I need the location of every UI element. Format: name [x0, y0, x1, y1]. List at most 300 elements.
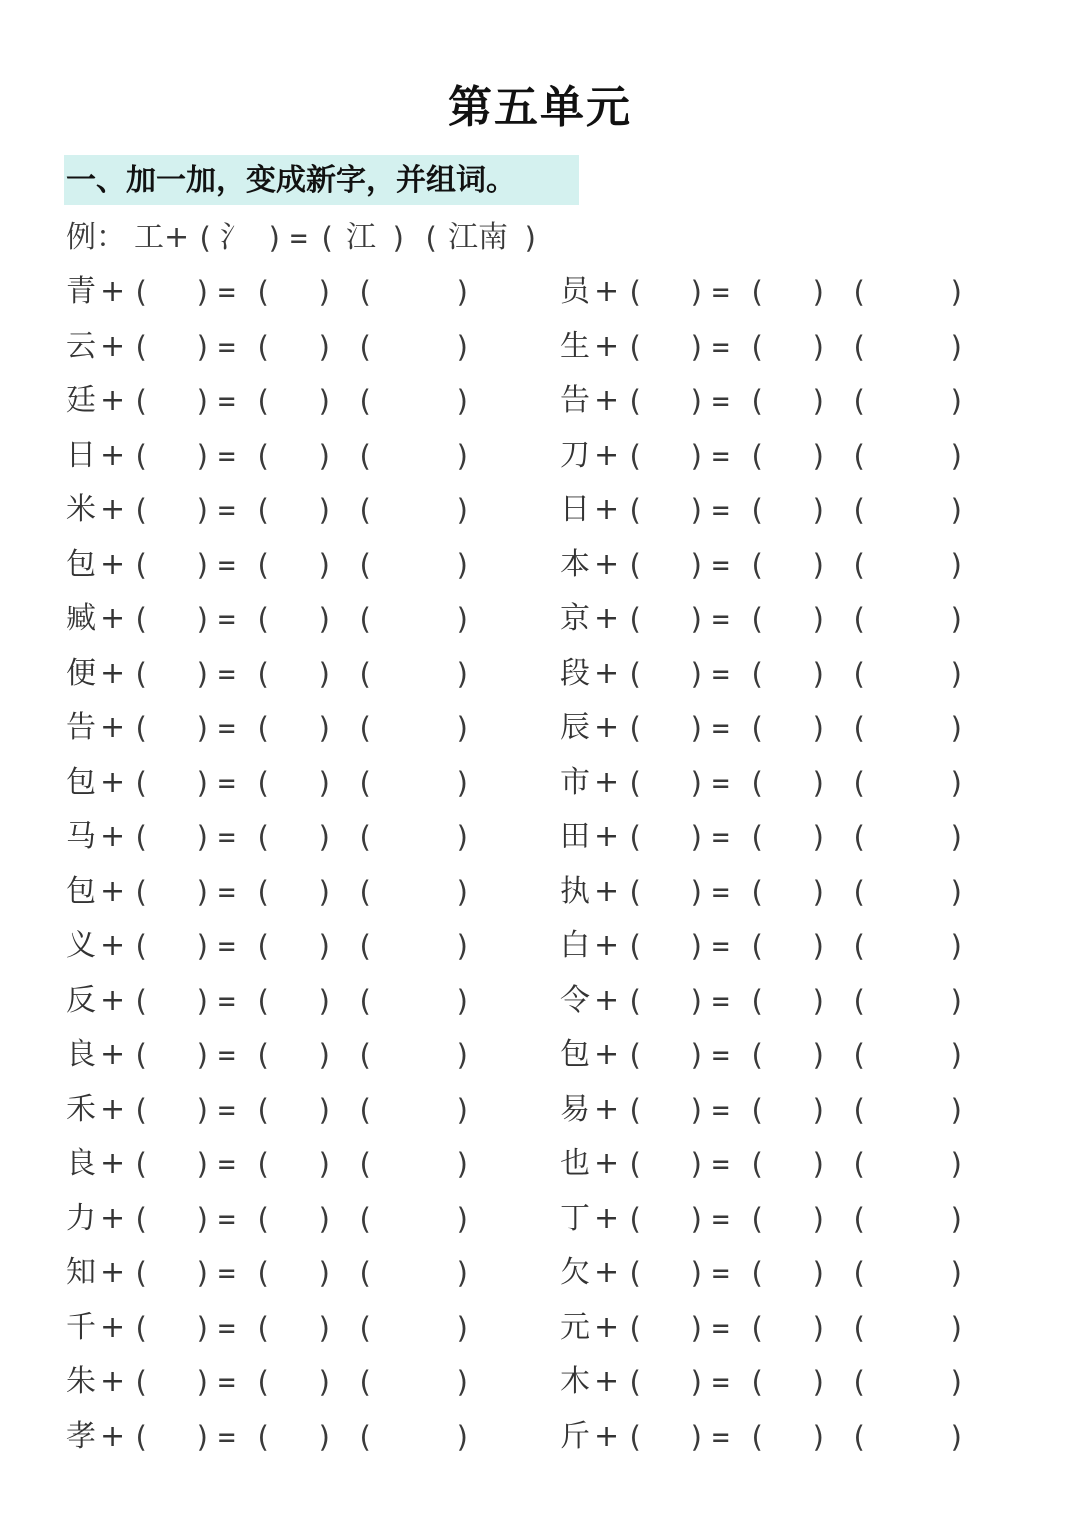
exercise-row: [0, 872, 1080, 912]
plus-symbol: +: [100, 1309, 126, 1345]
base-character: 日: [66, 437, 96, 473]
plus-symbol: +: [594, 1037, 620, 1072]
open-1-symbol: (: [132, 711, 150, 745]
base-character: 朱: [66, 1364, 96, 1399]
close-2-symbol: ): [316, 547, 334, 582]
open-3-symbol: (: [356, 1092, 374, 1127]
base-character: 包: [560, 1037, 590, 1072]
close-2-symbol: ): [810, 275, 828, 309]
close-3-symbol: ): [454, 929, 472, 963]
close-1-symbol: ): [688, 1147, 706, 1181]
eq-symbol: =: [218, 983, 236, 1018]
open-2-symbol: (: [748, 1092, 766, 1127]
close-1-symbol: ): [194, 765, 212, 800]
exercise-row: [0, 1144, 1080, 1184]
eq-symbol: =: [218, 1092, 236, 1127]
open-3-symbol: (: [356, 329, 374, 364]
open-2-symbol: (: [748, 929, 766, 963]
eq-symbol: =: [218, 820, 236, 854]
close-1-symbol: ): [688, 547, 706, 582]
close-3-symbol: ): [948, 983, 966, 1018]
close-3-symbol: ): [948, 384, 966, 418]
close-1-symbol: ): [194, 929, 212, 963]
base-character: 告: [560, 383, 590, 418]
close-3-symbol: ): [454, 602, 472, 636]
open-1-symbol: (: [132, 602, 150, 636]
close-1-symbol: ): [688, 929, 706, 963]
exercise-row: [0, 926, 1080, 966]
open-3-symbol: (: [850, 438, 868, 473]
eq-symbol: =: [218, 929, 236, 963]
plus-symbol: +: [594, 492, 620, 527]
example-result: 江: [346, 220, 376, 255]
open-1-symbol: (: [132, 929, 150, 963]
base-character: 知: [66, 1255, 96, 1290]
eq-symbol: =: [712, 656, 730, 691]
plus-symbol: +: [594, 383, 620, 418]
open-3-symbol: (: [850, 929, 868, 963]
close-2-symbol: ): [810, 329, 828, 364]
open-2-symbol: (: [254, 1256, 272, 1290]
example-eq: =: [290, 221, 308, 255]
plus-symbol: +: [100, 437, 126, 473]
open-3-symbol: (: [850, 656, 868, 691]
eq-symbol: =: [712, 438, 730, 473]
close-3-symbol: ): [948, 275, 966, 309]
open-1-symbol: (: [626, 1147, 644, 1181]
close-3-symbol: ): [948, 765, 966, 800]
base-character: 告: [66, 710, 96, 745]
close-2-symbol: ): [810, 438, 828, 473]
close-1-symbol: ): [688, 493, 706, 527]
close-3-symbol: ): [454, 547, 472, 582]
open-1-symbol: (: [132, 874, 150, 909]
eq-symbol: =: [712, 711, 730, 745]
eq-symbol: =: [712, 820, 730, 854]
close-2-symbol: ): [810, 874, 828, 909]
exercise-row: [0, 545, 1080, 585]
section-heading: 一、加一加，变成新字，并组词。: [64, 155, 579, 205]
close-2-symbol: ): [316, 820, 334, 854]
close-2-symbol: ): [810, 765, 828, 800]
open-1-symbol: (: [132, 1092, 150, 1127]
base-character: 段: [560, 655, 590, 691]
close-2-symbol: ): [316, 329, 334, 364]
plus-symbol: +: [100, 710, 126, 745]
close-3-symbol: ): [948, 656, 966, 691]
plus-symbol: +: [594, 274, 620, 309]
open-2-symbol: (: [254, 438, 272, 473]
eq-symbol: =: [218, 765, 236, 800]
plus-symbol: +: [100, 928, 126, 963]
open-2-symbol: (: [254, 493, 272, 527]
exercise-row: [0, 708, 1080, 748]
close-2-symbol: ): [810, 1147, 828, 1181]
open-3-symbol: (: [850, 1310, 868, 1345]
base-character: 京: [560, 601, 590, 636]
close-2-symbol: ): [810, 602, 828, 636]
base-character: 米: [66, 492, 96, 527]
close-1-symbol: ): [688, 1256, 706, 1290]
eq-symbol: =: [712, 1256, 730, 1290]
base-character: 易: [560, 1091, 590, 1127]
close-2-symbol: ): [316, 983, 334, 1018]
plus-symbol: +: [594, 873, 620, 909]
close-3-symbol: ): [948, 438, 966, 473]
open-3-symbol: (: [356, 1147, 374, 1181]
close-2-symbol: ): [316, 438, 334, 473]
exercise-row: [0, 1199, 1080, 1239]
open-1-symbol: (: [626, 765, 644, 800]
example-word: 江南: [448, 220, 508, 255]
open-3-symbol: (: [850, 602, 868, 636]
close-1-symbol: ): [194, 1038, 212, 1072]
open-2-symbol: (: [254, 983, 272, 1018]
open-2-symbol: (: [254, 929, 272, 963]
close-2-symbol: ): [810, 983, 828, 1018]
close-1-symbol: ): [194, 874, 212, 909]
close-1-symbol: ): [194, 384, 212, 418]
example-close-1: ): [266, 221, 284, 255]
open-1-symbol: (: [132, 1256, 150, 1290]
close-2-symbol: ): [316, 1365, 334, 1399]
open-3-symbol: (: [356, 1201, 374, 1236]
close-3-symbol: ): [948, 874, 966, 909]
open-3-symbol: (: [356, 1038, 374, 1072]
example-close-2: ): [390, 221, 408, 255]
close-1-symbol: ): [194, 983, 212, 1018]
close-3-symbol: ): [454, 1365, 472, 1399]
eq-symbol: =: [712, 329, 730, 364]
open-2-symbol: (: [748, 874, 766, 909]
open-2-symbol: (: [254, 1092, 272, 1127]
open-2-symbol: (: [748, 602, 766, 636]
close-3-symbol: ): [948, 329, 966, 364]
open-1-symbol: (: [132, 384, 150, 418]
close-1-symbol: ): [688, 1038, 706, 1072]
open-3-symbol: (: [356, 929, 374, 963]
open-2-symbol: (: [748, 384, 766, 418]
plus-symbol: +: [594, 1146, 620, 1181]
close-1-symbol: ): [688, 711, 706, 745]
base-character: 廷: [66, 383, 96, 418]
close-3-symbol: ): [454, 1419, 472, 1454]
open-3-symbol: (: [850, 1256, 868, 1290]
base-character: 元: [560, 1309, 590, 1345]
exercise-row: [0, 381, 1080, 421]
base-character: 良: [66, 1037, 96, 1072]
open-3-symbol: (: [356, 983, 374, 1018]
base-character: 便: [66, 655, 96, 691]
example-open-1: (: [196, 221, 214, 255]
close-1-symbol: ): [194, 1256, 212, 1290]
eq-symbol: =: [218, 384, 236, 418]
open-3-symbol: (: [850, 874, 868, 909]
plus-symbol: +: [100, 1418, 126, 1454]
close-2-symbol: ): [810, 711, 828, 745]
open-3-symbol: (: [850, 1365, 868, 1399]
close-3-symbol: ): [454, 1256, 472, 1290]
close-3-symbol: ): [454, 493, 472, 527]
open-3-symbol: (: [356, 656, 374, 691]
close-2-symbol: ): [810, 1419, 828, 1454]
open-1-symbol: (: [132, 1419, 150, 1454]
base-character: 执: [560, 873, 590, 909]
open-3-symbol: (: [850, 983, 868, 1018]
close-3-symbol: ): [454, 1201, 472, 1236]
open-2-symbol: (: [254, 656, 272, 691]
open-2-symbol: (: [254, 1419, 272, 1454]
exercise-row: [0, 1253, 1080, 1293]
base-character: 臧: [66, 601, 96, 636]
eq-symbol: =: [712, 547, 730, 582]
open-3-symbol: (: [850, 1419, 868, 1454]
base-character: 白: [560, 928, 590, 963]
open-1-symbol: (: [626, 1310, 644, 1345]
open-2-symbol: (: [748, 1310, 766, 1345]
open-2-symbol: (: [748, 1038, 766, 1072]
close-3-symbol: ): [948, 1419, 966, 1454]
close-3-symbol: ): [948, 493, 966, 527]
plus-symbol: +: [100, 1037, 126, 1072]
exercise-row: [0, 1417, 1080, 1457]
plus-symbol: +: [100, 328, 126, 364]
base-character: 禾: [66, 1091, 96, 1127]
close-3-symbol: ): [454, 1038, 472, 1072]
open-3-symbol: (: [356, 820, 374, 854]
close-2-symbol: ): [810, 929, 828, 963]
close-1-symbol: ): [688, 874, 706, 909]
open-3-symbol: (: [356, 384, 374, 418]
open-1-symbol: (: [626, 874, 644, 909]
plus-symbol: +: [100, 1091, 126, 1127]
close-1-symbol: ): [194, 656, 212, 691]
eq-symbol: =: [218, 874, 236, 909]
open-2-symbol: (: [748, 983, 766, 1018]
plus-symbol: +: [100, 655, 126, 691]
open-2-symbol: (: [748, 820, 766, 854]
exercise-row: [0, 817, 1080, 857]
close-1-symbol: ): [688, 1201, 706, 1236]
open-2-symbol: (: [254, 1038, 272, 1072]
open-1-symbol: (: [132, 547, 150, 582]
example-open-3: (: [422, 221, 440, 255]
eq-symbol: =: [218, 547, 236, 582]
example-close-3: ): [522, 221, 540, 255]
close-2-symbol: ): [810, 1256, 828, 1290]
close-2-symbol: ): [810, 384, 828, 418]
plus-symbol: +: [100, 819, 126, 854]
base-character: 马: [66, 819, 96, 854]
open-3-symbol: (: [356, 711, 374, 745]
plus-symbol: +: [594, 819, 620, 854]
open-1-symbol: (: [132, 493, 150, 527]
base-character: 孝: [66, 1418, 96, 1454]
open-1-symbol: (: [626, 547, 644, 582]
close-2-symbol: ): [316, 1147, 334, 1181]
close-3-symbol: ): [948, 1201, 966, 1236]
close-2-symbol: ): [316, 874, 334, 909]
open-2-symbol: (: [748, 1201, 766, 1236]
base-character: 良: [66, 1146, 96, 1181]
open-1-symbol: (: [132, 1147, 150, 1181]
plus-symbol: +: [594, 601, 620, 636]
plus-symbol: +: [100, 546, 126, 582]
eq-symbol: =: [712, 1092, 730, 1127]
open-1-symbol: (: [132, 1201, 150, 1236]
base-character: 刀: [560, 437, 590, 473]
close-1-symbol: ): [194, 1201, 212, 1236]
open-1-symbol: (: [626, 438, 644, 473]
open-1-symbol: (: [626, 983, 644, 1018]
open-2-symbol: (: [254, 711, 272, 745]
plus-symbol: +: [594, 1255, 620, 1290]
eq-symbol: =: [712, 1419, 730, 1454]
close-2-symbol: ): [316, 1419, 334, 1454]
open-2-symbol: (: [748, 1419, 766, 1454]
open-2-symbol: (: [254, 602, 272, 636]
open-1-symbol: (: [626, 820, 644, 854]
close-1-symbol: ): [194, 547, 212, 582]
open-2-symbol: (: [254, 1147, 272, 1181]
close-3-symbol: ): [454, 438, 472, 473]
base-character: 青: [66, 274, 96, 309]
base-character: 包: [66, 546, 96, 582]
close-2-symbol: ): [810, 1365, 828, 1399]
open-1-symbol: (: [626, 1256, 644, 1290]
close-2-symbol: ): [810, 1092, 828, 1127]
eq-symbol: =: [218, 1365, 236, 1399]
close-1-symbol: ): [194, 602, 212, 636]
exercise-row: [0, 1362, 1080, 1402]
eq-symbol: =: [712, 983, 730, 1018]
open-1-symbol: (: [132, 983, 150, 1018]
eq-symbol: =: [712, 1147, 730, 1181]
open-2-symbol: (: [748, 329, 766, 364]
base-character: 市: [560, 764, 590, 800]
close-1-symbol: ): [688, 1365, 706, 1399]
plus-symbol: +: [100, 1364, 126, 1399]
close-1-symbol: ): [688, 1092, 706, 1127]
open-1-symbol: (: [132, 820, 150, 854]
open-3-symbol: (: [356, 493, 374, 527]
close-3-symbol: ): [948, 602, 966, 636]
open-2-symbol: (: [748, 1147, 766, 1181]
base-character: 木: [560, 1364, 590, 1399]
close-3-symbol: ): [948, 1310, 966, 1345]
close-1-symbol: ): [194, 1419, 212, 1454]
plus-symbol: +: [594, 1364, 620, 1399]
close-1-symbol: ): [194, 711, 212, 745]
eq-symbol: =: [712, 765, 730, 800]
close-1-symbol: ): [688, 384, 706, 418]
close-3-symbol: ): [948, 929, 966, 963]
open-2-symbol: (: [748, 711, 766, 745]
open-2-symbol: (: [254, 820, 272, 854]
open-1-symbol: (: [626, 1365, 644, 1399]
open-3-symbol: (: [850, 765, 868, 800]
plus-symbol: +: [100, 982, 126, 1018]
close-1-symbol: ): [194, 1147, 212, 1181]
example-row: [0, 218, 1080, 258]
open-1-symbol: (: [626, 1038, 644, 1072]
open-1-symbol: (: [626, 493, 644, 527]
close-2-symbol: ): [316, 384, 334, 418]
open-3-symbol: (: [850, 1201, 868, 1236]
plus-symbol: +: [100, 873, 126, 909]
base-character: 力: [66, 1200, 96, 1236]
plus-symbol: +: [594, 764, 620, 800]
close-1-symbol: ): [688, 656, 706, 691]
plus-symbol: +: [100, 1146, 126, 1181]
close-1-symbol: ): [194, 493, 212, 527]
open-2-symbol: (: [748, 1365, 766, 1399]
base-character: 田: [560, 819, 590, 854]
close-2-symbol: ): [810, 1201, 828, 1236]
eq-symbol: =: [712, 1365, 730, 1399]
eq-symbol: =: [218, 602, 236, 636]
base-character: 令: [560, 982, 590, 1018]
exercise-row: [0, 436, 1080, 476]
close-3-symbol: ): [454, 874, 472, 909]
plus-symbol: +: [100, 1200, 126, 1236]
close-3-symbol: ): [454, 329, 472, 364]
close-2-symbol: ): [316, 1201, 334, 1236]
example-radical: 氵: [220, 220, 250, 255]
close-2-symbol: ): [316, 602, 334, 636]
eq-symbol: =: [218, 1201, 236, 1236]
close-2-symbol: ): [810, 820, 828, 854]
base-character: 辰: [560, 710, 590, 745]
example-label: 例：: [66, 220, 126, 255]
eq-symbol: =: [712, 602, 730, 636]
example-open-2: (: [318, 221, 336, 255]
eq-symbol: =: [712, 493, 730, 527]
open-2-symbol: (: [254, 384, 272, 418]
close-1-symbol: ): [688, 983, 706, 1018]
close-1-symbol: ): [194, 438, 212, 473]
open-3-symbol: (: [356, 547, 374, 582]
close-1-symbol: ): [688, 820, 706, 854]
open-1-symbol: (: [626, 1201, 644, 1236]
open-2-symbol: (: [254, 1365, 272, 1399]
close-1-symbol: ): [688, 765, 706, 800]
open-3-symbol: (: [356, 1256, 374, 1290]
close-3-symbol: ): [454, 1147, 472, 1181]
exercise-row: [0, 490, 1080, 530]
eq-symbol: =: [218, 1419, 236, 1454]
open-2-symbol: (: [254, 765, 272, 800]
open-2-symbol: (: [254, 874, 272, 909]
close-2-symbol: ): [810, 1038, 828, 1072]
plus-symbol: +: [100, 274, 126, 309]
open-3-symbol: (: [356, 1365, 374, 1399]
plus-symbol: +: [100, 383, 126, 418]
close-1-symbol: ): [688, 1419, 706, 1454]
page-title: 第五单元: [448, 82, 632, 133]
exercise-row: [0, 1308, 1080, 1348]
open-3-symbol: (: [356, 438, 374, 473]
exercise-row: [0, 1090, 1080, 1130]
open-1-symbol: (: [626, 929, 644, 963]
eq-symbol: =: [712, 1310, 730, 1345]
open-1-symbol: (: [132, 656, 150, 691]
base-character: 员: [560, 274, 590, 309]
eq-symbol: =: [712, 1201, 730, 1236]
close-3-symbol: ): [454, 656, 472, 691]
plus-symbol: +: [594, 710, 620, 745]
base-character: 生: [560, 328, 590, 364]
